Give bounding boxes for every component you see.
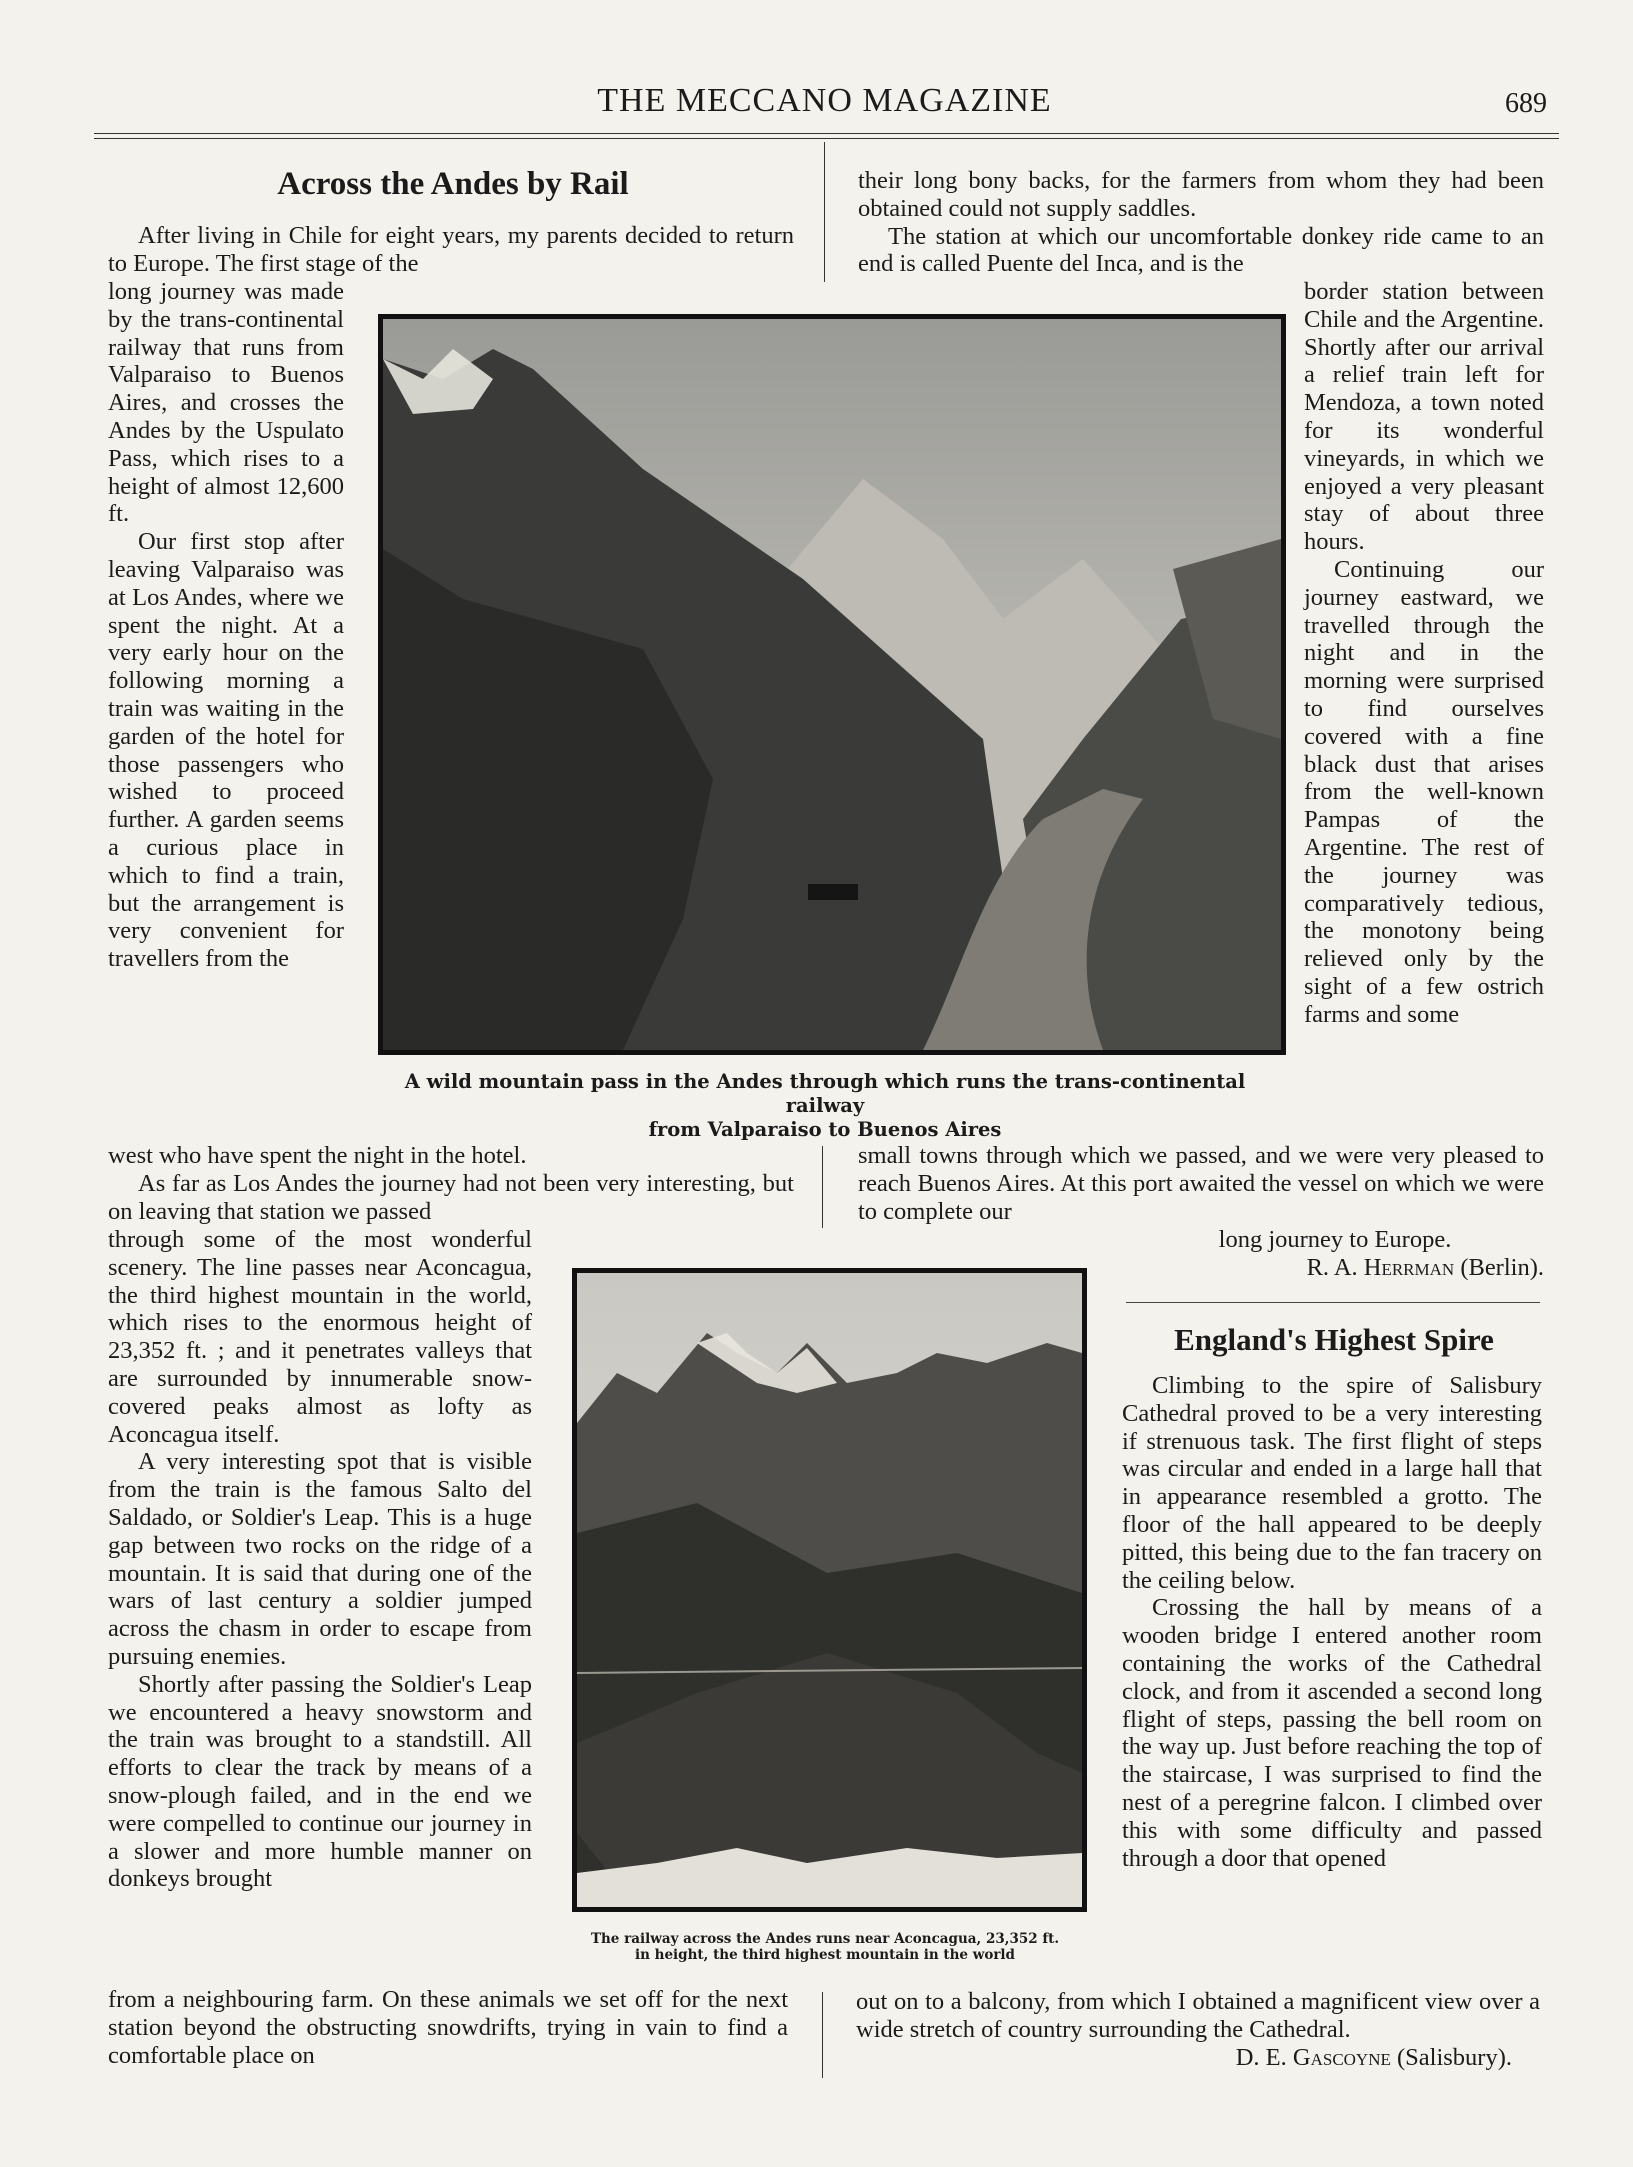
signature-herrman: [1126, 1254, 1544, 1282]
signature-place: (Salisbury).: [1397, 2044, 1512, 2071]
photo-mountain-pass: [378, 314, 1286, 1055]
intro-paragraph: After living in Chile for eight years, my parents decided to return to Europe. The first stage of the: [108, 222, 794, 277]
header-rule-top: [94, 133, 1559, 134]
column2-narrow-text: [1304, 278, 1544, 1029]
signature-name: R. A. Herrman: [1306, 1254, 1455, 1281]
page-number: 689: [1505, 88, 1547, 119]
article-intro: [108, 222, 794, 278]
column2-top-text: [858, 167, 1544, 278]
paragraph: Climbing to the spire of Salisbury Cathedral proved to be a very interesting if strenuous task. The first flight of steps was circular and ended in a large hall that in appearance resembled a grotto. The floor of the hall appeared to be deeply pitted, this being due to the fan tracery on the ceiling below.: [1122, 1372, 1542, 1594]
article2-text: [1122, 1372, 1542, 1872]
article-title-andes: Across the Andes by Rail: [277, 166, 629, 202]
paragraph: The station at which our uncomfortable donkey ride came to an end is called Puente del Inca, and is the: [858, 222, 1544, 278]
paragraph: Continuing our journey eastward, we travelled through the night and in the morning were surprised to find ourselves covered with a fine black dust that arises from the well-known Pampas of the Argentine. The rest of the journey was comparatively tedious, the monotony being relieved only by the sight of a few ostrich farms and some: [1304, 555, 1544, 1028]
signature-gascoyne: [1000, 2044, 1512, 2072]
column2-end-text: [1126, 1226, 1544, 1254]
photo2-caption-line1: The railway across the Andes runs near Aconcagua, 23,352 ft.: [590, 1931, 1060, 1947]
photo2-caption-line2: in height, the third highest mountain in the world: [635, 1947, 1015, 1963]
column1-mid-text: [108, 1142, 794, 1225]
paragraph: their long bony backs, for the farmers from whom they had been obtained could not supply saddles.: [858, 167, 1544, 222]
paragraph: small towns through which we passed, and we were very pleased to reach Buenos Aires. At this port awaited the vessel on which we were to complete our: [858, 1142, 1544, 1225]
photo1-caption-line2: from Valparaiso to Buenos Aires: [648, 1118, 1002, 1141]
paragraph: Crossing the hall by means of a wooden bridge I entered another room containing the works of the Cathedral clock, and from it ascended a second long flight of steps, passing the bell room on the way up. Just before reaching the top of the staircase, I was surprised to find the nest of a peregrine falcon. I climbed over this with some difficulty and passed through a door that opened: [1122, 1594, 1542, 1872]
photo-aconcagua: [572, 1268, 1087, 1912]
column1-bottom-text: [108, 1986, 788, 2069]
aconcagua-image: [577, 1273, 1082, 1907]
page-header: [92, 82, 1557, 122]
signature-place: (Berlin).: [1460, 1254, 1544, 1281]
paragraph: out on to a balcony, from which I obtained a magnificent view over a wide stretch of country surrounding the Cathedral.: [856, 1988, 1540, 2043]
paragraph: A very interesting spot that is visible from the train is the famous Salto del Saldado, or Soldier's Leap. This is a huge gap between two rocks on the ridge of a mountain. It is said that during one of the wars of last century a soldier jumped across the chasm in order to escape from pursuing enemies.: [108, 1448, 532, 1670]
photo1-caption: [370, 1070, 1280, 1142]
paragraph: through some of the most wonderful scenery. The line passes near Aconcagua, the third highest mountain in the world, which rises to the enormous height of 23,352 ft. ; and it penetrates valleys that are surrounded by innumerable snow-covered peaks almost as lofty as Aconcagua itself.: [108, 1226, 532, 1448]
paragraph: Our first stop after leaving Valparaiso was at Los Andes, where we spent the night. At a very early hour on the following morning a train was waiting in the garden of the hotel for those passengers who wished to proceed further. A garden seems a curious place in which to find a train, but the arrangement is very convenient for travellers from the: [108, 528, 344, 973]
paragraph: long journey was made by the trans-continental railway that runs from Valparaiso to Buenos Aires, and crosses the Andes by the Uspulato Pass, which rises to a height of almost 12,600 ft.: [108, 278, 344, 528]
photo2-caption: [566, 1931, 1084, 1963]
article2-bottom-text: [856, 1988, 1540, 2044]
paragraph: from a neighbouring farm. On these animals we set off for the next station beyond the obstructing snowdrifts, trying in vain to find a comfortable place on: [108, 1986, 788, 2069]
article-title-spire: England's Highest Spire: [1174, 1322, 1494, 1357]
column-divider-lower: [822, 1992, 823, 2078]
column-divider-middle: [822, 1146, 823, 1228]
running-head: THE MECCANO MAGAZINE: [597, 82, 1052, 119]
paragraph: border station between Chile and the Argentine. Shortly after our arrival a relief train left for Mendoza, a town noted for its wonderful vineyards, in which we enjoyed a very pleasant stay of about three hours.: [1304, 278, 1544, 556]
column2-mid-text: [858, 1142, 1544, 1225]
header-rule-bottom: [94, 138, 1559, 139]
paragraph: long journey to Europe.: [1218, 1226, 1452, 1253]
column1-lower-text: [108, 1226, 532, 1893]
paragraph: As far as Los Andes the journey had not been very interesting, but on leaving that station we passed: [108, 1169, 794, 1225]
mountain-pass-image: [383, 319, 1281, 1050]
photo1-caption-line1: A wild mountain pass in the Andes through which runs the trans-continental railway: [404, 1070, 1246, 1117]
paragraph: west who have spent the night in the hotel.: [108, 1142, 527, 1169]
paragraph: Shortly after passing the Soldier's Leap we encountered a heavy snowstorm and the train was brought to a standstill. All efforts to clear the track by means of a snow-plough failed, and in the end we were compelled to continue our journey in a slower and more humble manner on donkeys brought: [108, 1670, 532, 1893]
column1-narrow-text: [108, 278, 344, 973]
signature-name: D. E. Gascoyne: [1235, 2044, 1391, 2071]
column-divider-upper: [824, 142, 825, 282]
article-separator: [1126, 1302, 1540, 1303]
